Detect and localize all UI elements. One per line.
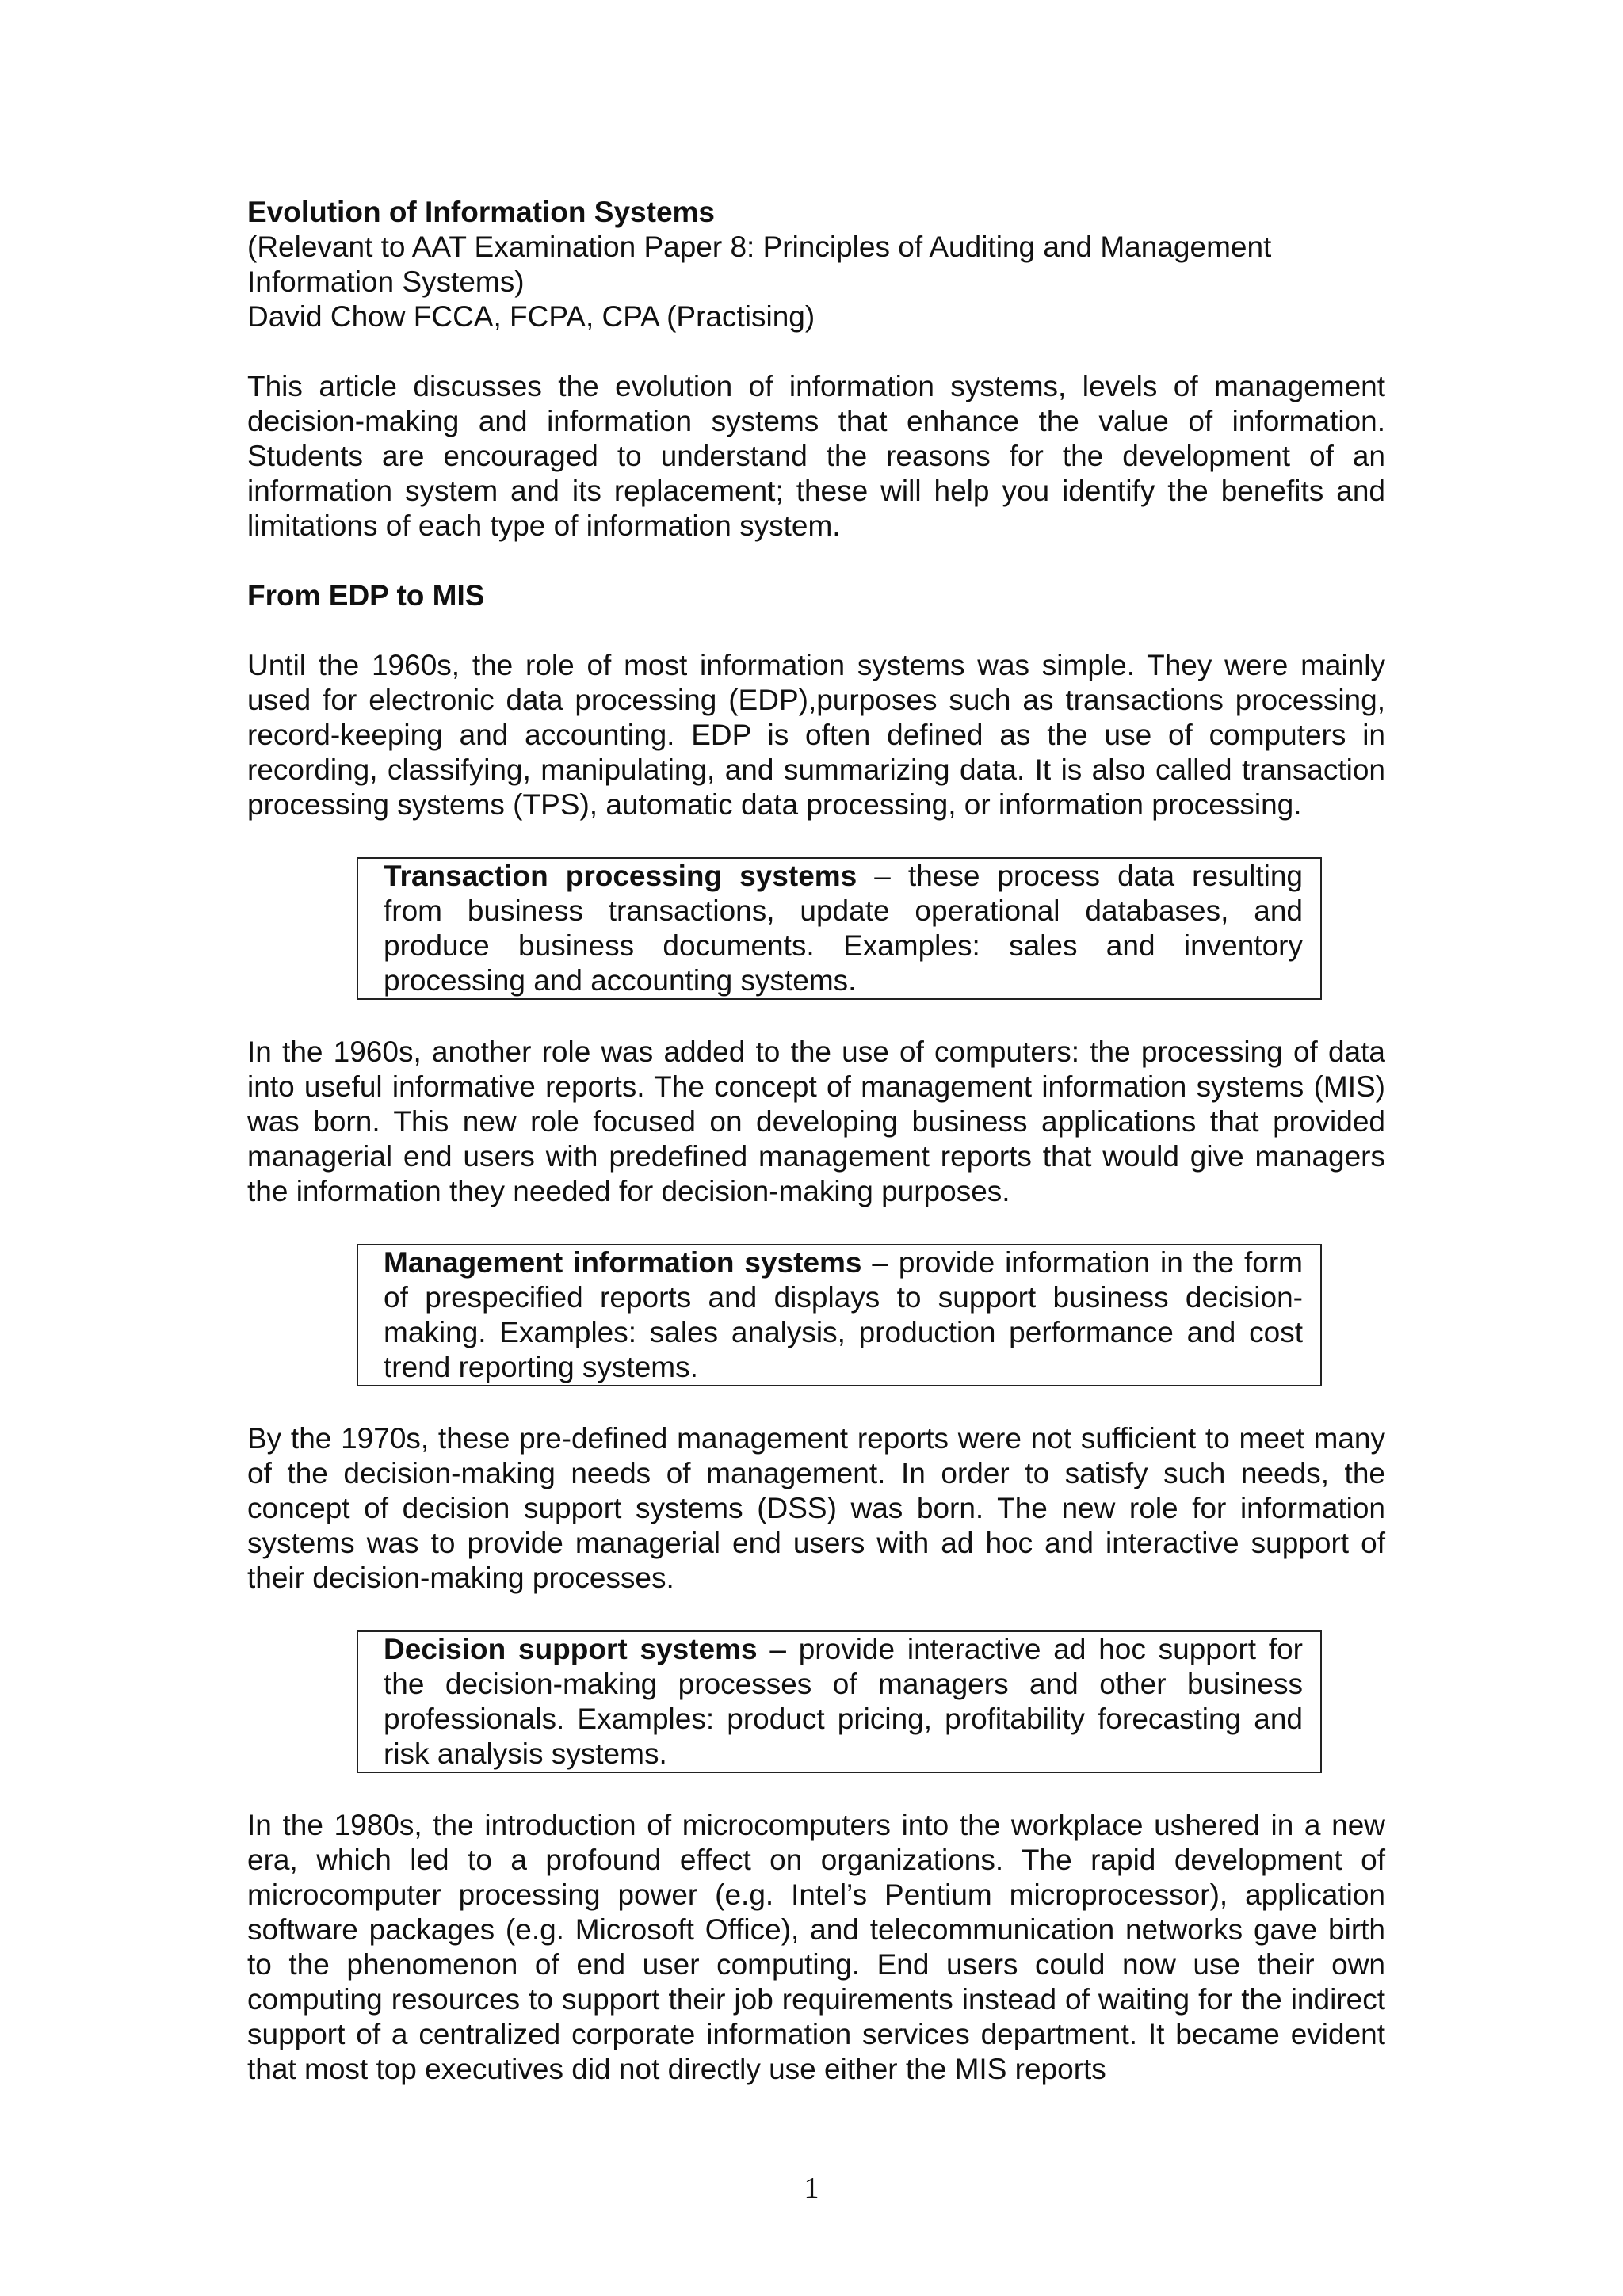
definition-box-dss (357, 1630, 1322, 1773)
paragraph-dss: By the 1970s, these pre-defined management reports were not sufficient to meet many of the decision-making needs of management. In order to satisfy such needs, the concept of decision support systems (DSS) was born. The new role for information systems was to provide managerial end users with ad hoc and interactive support of their decision-making processes. (247, 1422, 1385, 1594)
article-author: David Chow FCCA, FCPA, CPA (Practising) (247, 300, 815, 333)
page-number: 1 (804, 2172, 819, 2205)
paragraph-edp: Until the 1960s, the role of most information systems was simple. They were mainly used for electronic data processing (EDP),purposes such as transactions processing, record-keeping and accounting. EDP is often defined as the use of computers in recording, classifying, manipulating, and summarizing data. It is also called transaction processing systems (TPS), automatic data processing, or information processing. (247, 649, 1385, 821)
article-header (247, 195, 1385, 334)
definition-box-tps (357, 857, 1322, 1000)
definition-term: Decision support systems (384, 1633, 758, 1665)
paragraph-mis: In the 1960s, another role was added to the use of computers: the processing of data into useful informative reports. The concept of management information systems (MIS) was born. This new role focused on developing business applications that provided managerial end users with predefined management reports that would give managers the information they needed for decision-making purposes. (247, 1035, 1385, 1207)
definition-text: – these process data resulting from business transactions, update operational databases, and produce business documents. Examples: sales and inventory processing and accounting systems. (384, 860, 1303, 997)
definition-text: – provide information in the form of prespecified reports and displays to support business decision-making. Examples: sales analysis, production performance and cost trend reporting systems. (384, 1246, 1303, 1383)
definition-term: Transaction processing systems (384, 860, 857, 892)
intro-paragraph: This article discusses the evolution of information systems, levels of management decision-making and information systems that enhance the value of information. Students are encouraged to understand the reasons for the development of an information system and its replacement; these will help you identify the benefits and limitations of each type of information system. (247, 370, 1385, 542)
article-title: Evolution of Information Systems (247, 196, 715, 228)
section-heading: From EDP to MIS (247, 579, 485, 612)
paragraph-end-user-computing: In the 1980s, the introduction of microcomputers into the workplace ushered in a new era, which led to a profound effect on organizations. The rapid development of microcomputer processing power (e.g. Intel’s Pentium microprocessor), application software packages (e.g. Microsoft Office), and telecommunication networks gave birth to the phenomenon of end user computing. End users could now use their own computing resources to support their job requirements instead of waiting for the indirect support of a centralized corporate information services department. It became evident that most top executives did not directly use either the MIS reports (247, 1809, 1385, 2085)
article-relevance: (Relevant to AAT Examination Paper 8: Principles of Auditing and Management Information Systems) (247, 231, 1272, 298)
definition-term: Management information systems (384, 1246, 862, 1279)
definition-text: – provide interactive ad hoc support for the decision-making processes of managers and other business professionals. Examples: product pricing, profitability forecasting and risk analysis systems. (384, 1633, 1304, 1770)
definition-box-mis (357, 1244, 1322, 1386)
article-body (247, 195, 1385, 2122)
